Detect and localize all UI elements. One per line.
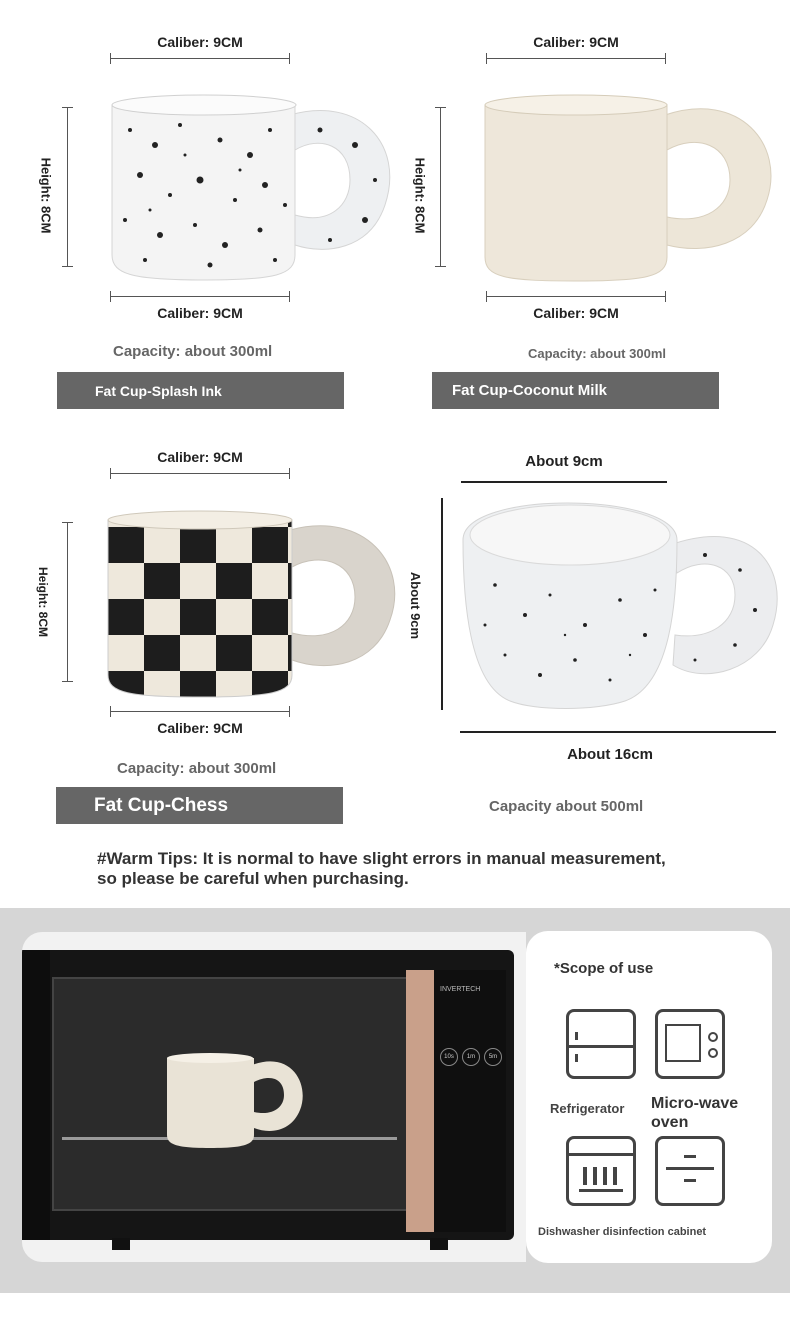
refrigerator-label: Refrigerator — [550, 1101, 625, 1116]
scope-title: *Scope of use — [554, 960, 654, 977]
microwave-button-10s: 10s — [440, 1048, 458, 1066]
height-line-3 — [67, 522, 68, 682]
warm-tips-line-2: so please be careful when purchasing. — [97, 869, 409, 888]
microwave-trim — [406, 970, 434, 1232]
microwave-label: Micro-wave oven — [651, 1095, 739, 1131]
microwave-brand: INVERTECH — [440, 986, 481, 993]
height-line-4 — [441, 498, 443, 710]
caliber-bottom-line-3 — [110, 711, 290, 712]
capacity-label-4: Capacity about 500ml — [489, 798, 644, 815]
microwave-button-1m: 1m — [462, 1048, 480, 1066]
microwave-door-edge — [22, 950, 50, 1240]
caliber-top-line-3 — [110, 473, 290, 474]
height-label-2: Height: 8CM — [412, 157, 428, 234]
disinfection-cabinet-icon — [655, 1136, 725, 1206]
microwave-button-5m: 5m — [484, 1048, 502, 1066]
product-name-bar-2 — [432, 372, 719, 409]
warm-tips-line-1: #Warm Tips: It is normal to have slight errors in manual measurement, — [97, 849, 666, 868]
splash-ink-cup-image — [100, 85, 400, 285]
product-name-bar-3 — [56, 787, 343, 824]
product-name-1: Fat Cup-Splash Ink — [95, 382, 222, 399]
width-top-label-4: About 9cm — [525, 453, 603, 470]
caliber-bottom-label-2: Caliber: 9CM — [533, 305, 619, 321]
microwave-control-panel — [434, 970, 506, 1232]
warm-tips — [97, 849, 666, 889]
dishwasher-icon — [566, 1136, 636, 1206]
dishwasher-disinfection-label: Dishwasher disinfection cabinet — [538, 1226, 707, 1238]
capacity-label-1: Capacity: about 300ml — [113, 343, 273, 360]
microwave-image — [22, 932, 526, 1262]
caliber-top-label-2: Caliber: 9CM — [533, 34, 619, 50]
height-label-3: Height: 8CM — [36, 567, 50, 637]
capacity-label-3: Capacity: about 300ml — [117, 760, 277, 777]
microwave-icon — [655, 1009, 725, 1079]
width-bottom-line-4 — [460, 731, 776, 733]
width-top-line-4 — [461, 481, 667, 483]
product-name-2: Fat Cup-Coconut Milk — [452, 382, 607, 399]
caliber-bottom-line-2 — [486, 296, 666, 297]
capacity-label-2: Capacity: about 300ml — [528, 346, 666, 361]
caliber-bottom-label-1: Caliber: 9CM — [157, 305, 243, 321]
microwave-foot-right — [430, 1238, 448, 1250]
caliber-top-line-1 — [110, 58, 290, 59]
caliber-bottom-label-3: Caliber: 9CM — [157, 720, 243, 736]
caliber-top-label-1: Caliber: 9CM — [157, 34, 243, 50]
coconut-milk-cup-image — [475, 85, 780, 285]
chess-cup-image — [100, 505, 405, 700]
caliber-top-line-2 — [486, 58, 666, 59]
mug-in-microwave — [162, 1050, 312, 1150]
height-label-4: About 9cm — [408, 571, 424, 640]
scope-of-use-card — [526, 931, 772, 1263]
refrigerator-icon — [566, 1009, 636, 1079]
product-name-bar-1 — [57, 372, 344, 409]
caliber-top-label-3: Caliber: 9CM — [157, 449, 243, 465]
microwave-foot-left — [112, 1238, 130, 1250]
height-label-1: Height: 8CM — [38, 157, 54, 234]
caliber-bottom-line-1 — [110, 296, 290, 297]
height-line-2 — [440, 107, 441, 267]
product-name-3: Fat Cup-Chess — [94, 794, 229, 816]
height-line-1 — [67, 107, 68, 267]
microwave-buttons — [438, 1048, 504, 1066]
large-speckled-cup-image — [455, 495, 785, 715]
width-bottom-label-4: About 16cm — [567, 746, 653, 763]
